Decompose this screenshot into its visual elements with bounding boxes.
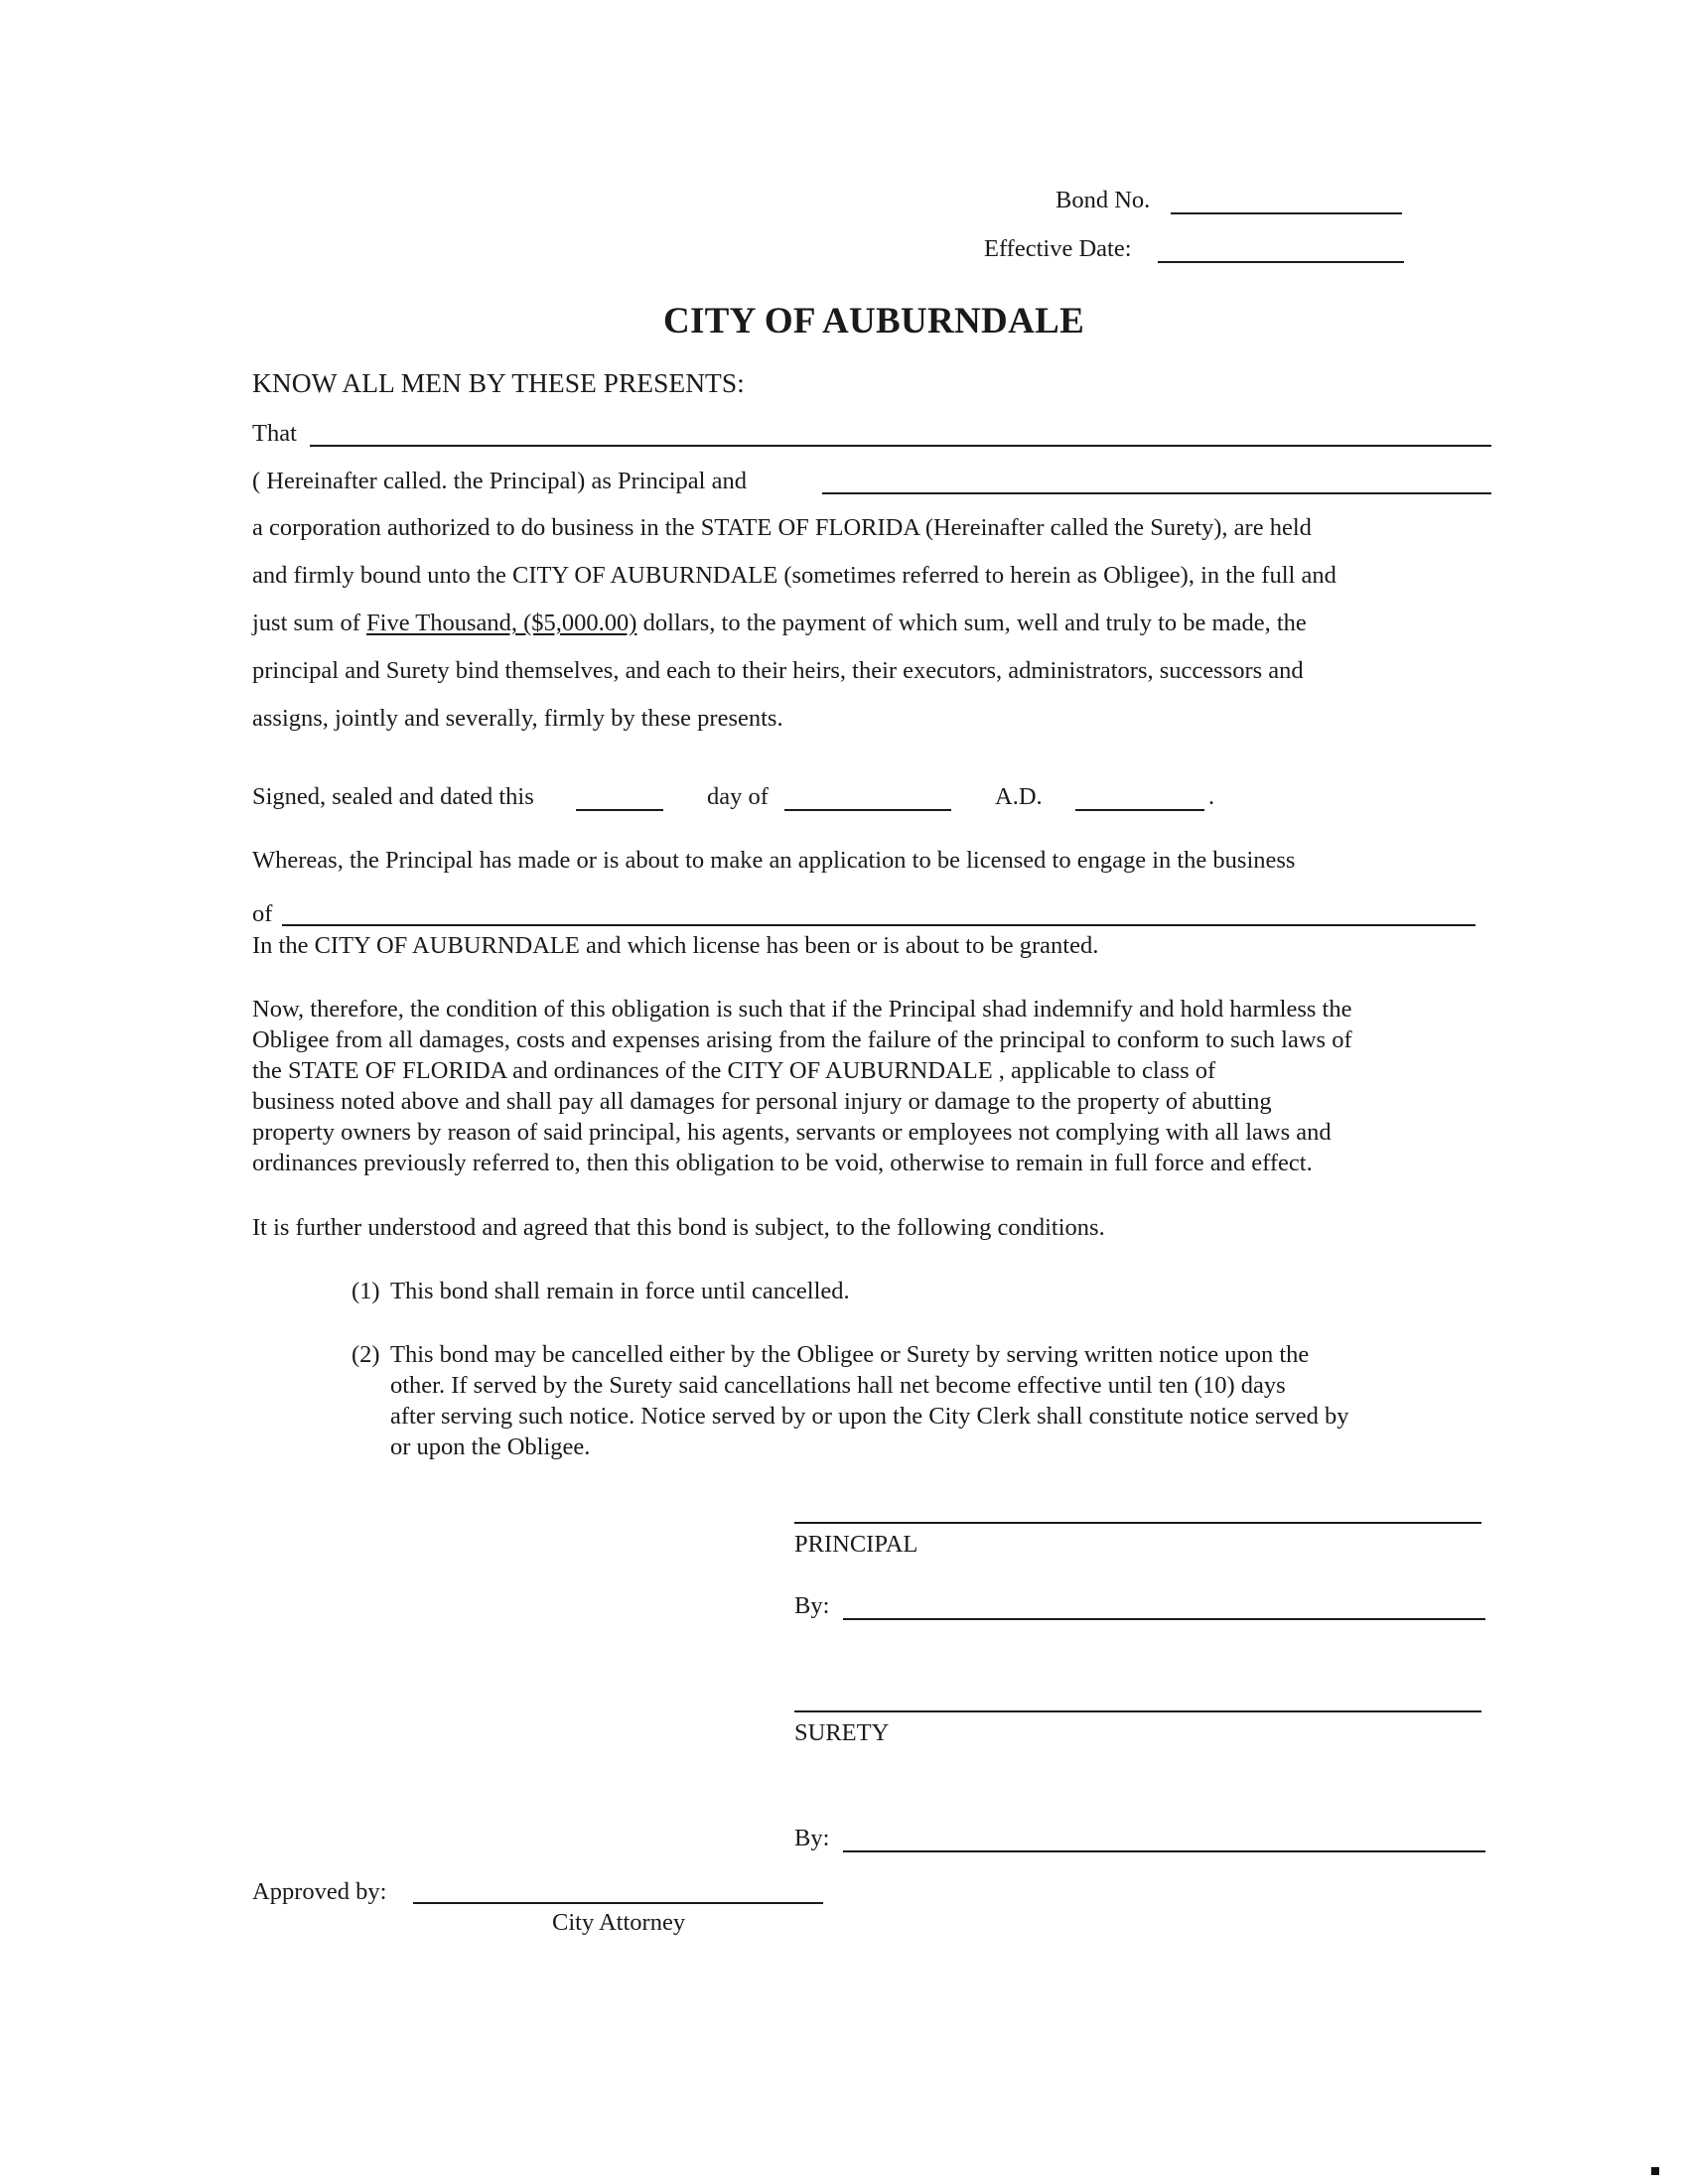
condition-2-line-3: after serving such notice. Notice served by or upon the City Clerk shall constitute notice served by [390,1403,1349,1430]
signed-year-field[interactable] [1075,809,1204,811]
effective-date-label: Effective Date: [984,235,1132,262]
principal-signature-field[interactable] [794,1522,1481,1524]
approved-by-field[interactable] [413,1902,823,1904]
body-line-4: assigns, jointly and severally, firmly by these presents. [252,705,783,732]
condition-line-5: property owners by reason of said principal, his agents, servants or employees not complying with all laws and [252,1119,1332,1146]
signed-ad-label: A.D. [995,783,1043,810]
signed-month-field[interactable] [784,809,951,811]
signed-prefix: Signed, sealed and dated this [252,783,534,810]
city-attorney-label: City Attorney [552,1909,686,1936]
condition-line-6: ordinances previously referred to, then this obligation to be void, otherwise to remain in full force and effect. [252,1150,1313,1176]
principal-label: PRINCIPAL [794,1531,918,1558]
bond-no-label: Bond No. [1055,187,1151,213]
surety-label: SURETY [794,1719,890,1746]
sum-prefix: just sum of [252,610,360,636]
condition-line-4: business noted above and shall pay all damages for personal injury or damage to the property of abutting [252,1088,1272,1115]
of-label: of [252,900,273,927]
signed-period: . [1208,783,1215,810]
sum-line [252,609,1307,638]
whereas-line: Whereas, the Principal has made or is about to make an application to be licensed to engage in the business [252,847,1296,874]
body-line-2: and firmly bound unto the CITY OF AUBURNDALE (sometimes referred to herein as Obligee), in the full and [252,562,1336,589]
business-type-field[interactable] [282,924,1476,926]
corner-mark [1651,2167,1659,2175]
document-title: CITY OF AUBURNDALE [662,301,1085,341]
condition-line-2: Obligee from all damages, costs and expenses arising from the failure of the principal to conform to such laws of [252,1026,1352,1053]
body-line-3: principal and Surety bind themselves, and each to their heirs, their executors, administrators, successors and [252,657,1304,684]
that-label: That [252,420,297,447]
condition-line-1: Now, therefore, the condition of this obligation is such that if the Principal shad indemnify and hold harmless the [252,996,1352,1023]
surety-signature-field[interactable] [794,1710,1481,1712]
principal-by-label: By: [794,1592,830,1619]
approved-by-label: Approved by: [252,1878,387,1905]
further-line: It is further understood and agreed that this bond is subject, to the following conditions. [252,1214,1105,1241]
surety-name-field[interactable] [822,492,1491,494]
principal-name-field[interactable] [310,445,1491,447]
condition-2-line-2: other. If served by the Surety said cancellations hall net become effective until ten (10) days [390,1372,1286,1399]
body-line-1: a corporation authorized to do business in the STATE OF FLORIDA (Hereinafter called the Surety), are held [252,514,1312,541]
surety-by-label: By: [794,1825,830,1851]
signed-day-field[interactable] [576,809,663,811]
sum-suffix: dollars, to the payment of which sum, well and truly to be made, the [642,610,1307,636]
condition-1-text: This bond shall remain in force until cancelled. [390,1278,850,1304]
license-line: In the CITY OF AUBURNDALE and which license has been or is about to be granted. [252,932,1099,959]
condition-1-number: (1) [352,1278,380,1304]
intro-heading: KNOW ALL MEN BY THESE PRESENTS: [252,367,745,398]
effective-date-field[interactable] [1158,261,1404,263]
bond-no-field[interactable] [1171,212,1402,214]
condition-2-number: (2) [352,1341,380,1368]
condition-2-line-1: This bond may be cancelled either by the Obligee or Surety by serving written notice upon the [390,1341,1310,1368]
principal-line: ( Hereinafter called. the Principal) as Principal and [252,468,747,494]
condition-line-3: the STATE OF FLORIDA and ordinances of the CITY OF AUBURNDALE , applicable to class of [252,1057,1216,1084]
principal-by-field[interactable] [843,1618,1485,1620]
sum-amount: Five Thousand, ($5,000.00) [366,610,637,636]
surety-by-field[interactable] [843,1850,1485,1852]
signed-day-of-label: day of [707,783,769,810]
condition-2-line-4: or upon the Obligee. [390,1433,591,1460]
